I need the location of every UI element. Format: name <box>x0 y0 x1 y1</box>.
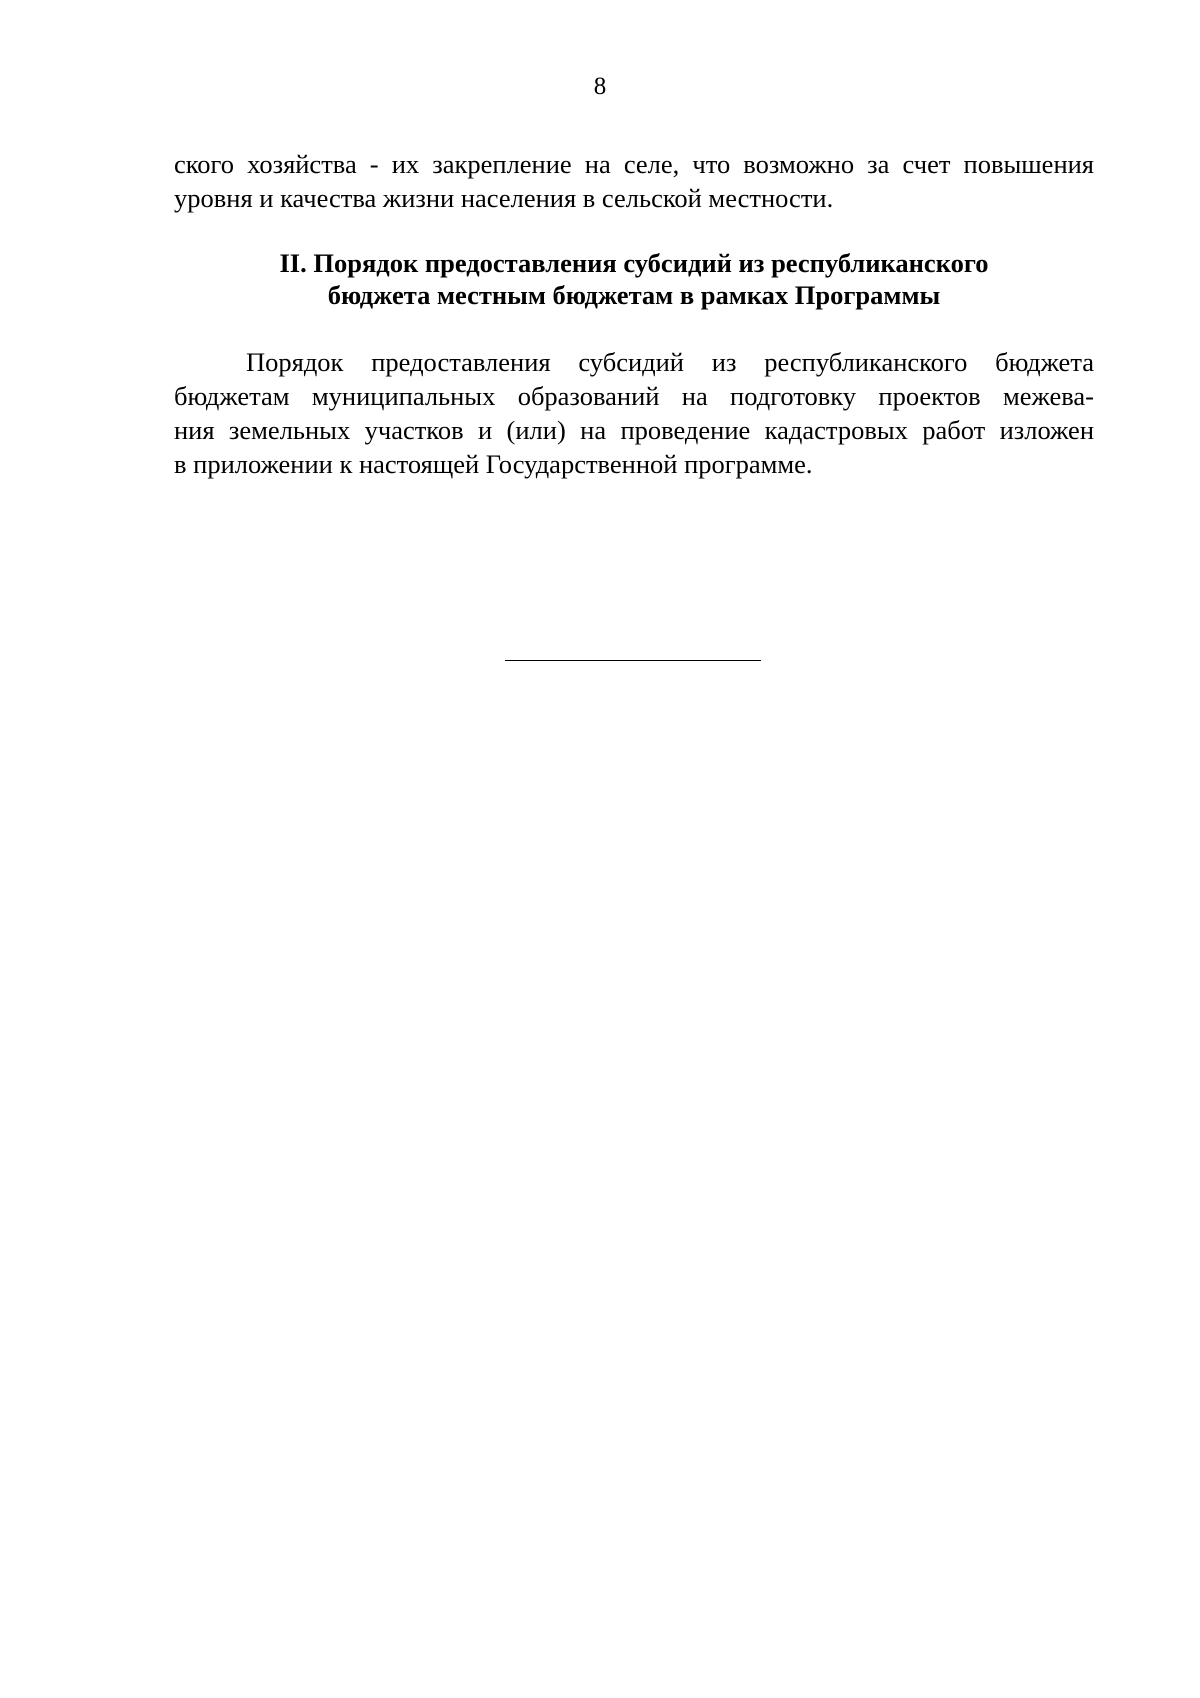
text-line: бюджетам муниципальных образований на подготовку проектов межева- <box>174 381 1094 411</box>
section-heading <box>174 247 1094 311</box>
end-divider <box>505 660 761 661</box>
section-paragraph <box>174 345 1094 481</box>
text-line: ния земельных участков и (или) на проведение кадастровых работ изложен <box>174 415 1094 445</box>
text-line: в приложении к настоящей Государственной программе. <box>174 449 813 479</box>
continuation-paragraph <box>174 147 1094 215</box>
text-line: уровня и качества жизни населения в сельской местности. <box>174 183 834 213</box>
heading-line: II. Порядок предоставления субсидий из республиканского <box>279 248 989 278</box>
page-number: 8 <box>593 73 607 100</box>
text-line: Порядок предоставления субсидий из республиканского бюджета <box>246 347 1094 377</box>
text-line: ского хозяйства - их закрепление на селе, что возможно за счет повышения <box>174 149 1094 179</box>
heading-line: бюджета местным бюджетам в рамках Программы <box>327 280 941 310</box>
